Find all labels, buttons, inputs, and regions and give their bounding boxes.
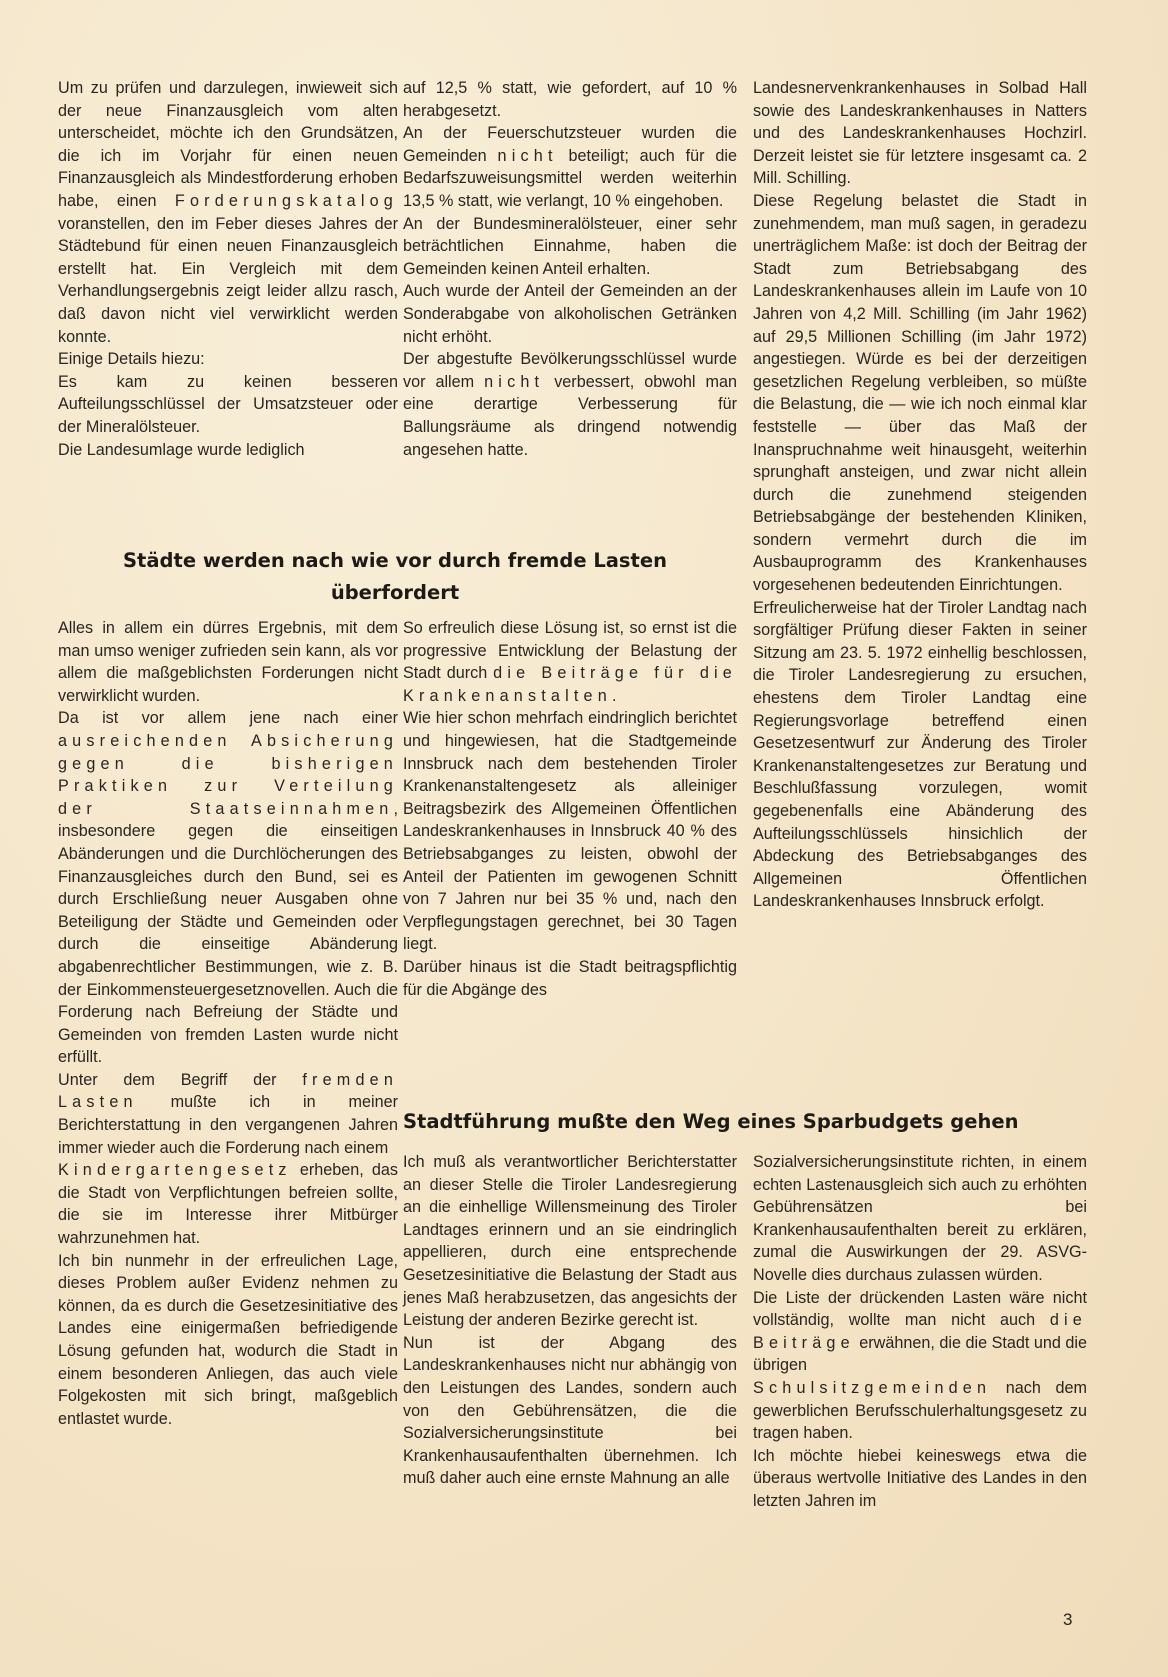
paragraph: auf 12,5 % statt, wie gefordert, auf 10 % herabgesetzt.: [403, 79, 737, 120]
paragraph: An der Feuerschutzsteuer wurden die Gemeinden nicht beteiligt; auch für die Bedarfszuweisungsmittel werden weiterhin 13,5 % statt, wie verlangt, 10 % eingehoben.: [403, 124, 737, 210]
page-number: 3: [1063, 1610, 1073, 1629]
paragraph: Ich muß als verantwortlicher Berichterstatter an dieser Stelle die Tiroler Landesregierung an die einhellige Willensmeinung des Tiroler Landtages erinnern und an sie eindringlich appellieren, durch eine entsprechende Gesetzesinitiative die Belastung der Stadt aus jenes Maß herabzusetzen, das angesichts der Leistung der anderen Bezirke gerecht ist.: [403, 1153, 737, 1330]
paragraph: Erfreulicherweise hat der Tiroler Landtag nach sorgfältiger Prüfung dieser Fakten in seiner Sitzung am 23. 5. 1972 einhellig beschlossen, die Tiroler Landesregierung zu ersuchen, ehestens dem Tiroler Landtag eine Regierungsvorlage betreffend einen Gesetzesentwurf zur Änderung des Tiroler Krankenanstaltengesetzes zur Beratung und Beschlußfassung vorzulegen, womit gegebenenfalls eine Abänderung des Aufteilungsschlüssels hinsichlich der Abdeckung des Betriebsabganges des Allgemeinen Öffentlichen Landeskrankenhauses Innsbruck erfolgt.: [753, 598, 1087, 911]
paragraph: Sozialversicherungsinstitute richten, in einem echten Lastenausgleich sich auch zu erhöhten Gebührensätzen bei Krankenhausaufenthalten bereit zu erklären, zumal die Auswirkungen der 29. ASVG-Novelle dies durchaus zulassen würden.: [753, 1153, 1087, 1284]
paragraph: Ich möchte hiebei keineswegs etwa die überaus wertvolle Initiative des Landes in den letzten Jahren im: [753, 1446, 1087, 1510]
heading-line-1: Städte werden nach wie vor durch fremde Lasten: [123, 549, 667, 572]
spaced-emphasis: ausreichenden Absicherung gegen die bisherigen Praktiken zur Verteilung der Staatseinnahmen: [58, 731, 398, 818]
paragraph: Der abgestufte Bevölkerungsschlüssel wurde vor allem nicht verbessert, obwohl man eine derartige Verbesserung für Ballungsräume als dringend notwendig angesehen hatte.: [403, 350, 737, 459]
paragraph: Nun ist der Abgang des Landeskrankenhauses nicht nur abhängig von den Leistungen des Landes, sondern auch von den Gebührensätzen, die die Sozialversicherungsinstitute bei Krankenhausaufenthalten übernehmen. Ich muß daher auch eine ernste Mahnung an alle: [403, 1333, 737, 1488]
spaced-emphasis: Kindergartengesetz: [58, 1161, 292, 1180]
paragraph: Alles in allem ein dürres Ergebnis, mit dem man umso weniger zufrieden sein kann, als vor allem die maßgeblichsten Forderungen nicht verwirklicht wurden.: [58, 619, 398, 705]
paragraph: Wie hier schon mehrfach eindringlich berichtet und hingewiesen, hat die Stadtgemeinde Innsbruck nach dem bestehenden Tiroler Krankenanstaltengesetz als alleiniger Beitragsbezirk des Allgemeinen Öffentlichen Landeskrankenhauses in Innsbruck 40 % des Betriebsabganges zu leisten, obwohl der Anteil der Patienten im gewogenen Schnitt von 7 Jahren nur bei 35 % und, nach den Verpflegungstagen gerechnet, bei 30 Tagen liegt.: [403, 709, 737, 954]
column-2-middle: [403, 617, 737, 1001]
spaced-emphasis: die Beiträge: [753, 1311, 1087, 1352]
paragraph: Ich bin nunmehr in der erfreulichen Lage, dieses Problem außer Evidenz nehmen zu können, da es durch die Gesetzesinitiative des Landes eine einigermaßen befriedigende Lösung gefunden hat, wodurch die Stadt in einem besonderen Anliegen, das auch viele Folgekosten mit sich bringt, maßgeblich entlastet wurde.: [58, 1251, 398, 1428]
paragraph: An der Bundesmineralölsteuer, einer sehr beträchtlichen Einnahme, haben die Gemeinden keinen Anteil erhalten.: [403, 214, 737, 278]
column-1-top: [58, 77, 398, 461]
paragraph: Die Liste der drückenden Lasten wäre nicht vollständig, wollte man nicht auch die Beiträge erwähnen, die die Stadt und die übrigen: [753, 1288, 1087, 1375]
paragraph: Da ist vor allem jene nach einer ausreichenden Absicherung gegen die bisherigen Praktiken zur Verteilung der Staatseinnahmen, insbesondere gegen die einseitigen Abänderungen und die Durchlöcherungen des Finanzausgleiches durch den Bund, sei es durch Erschließung neuer Ausgaben ohne Beteiligung der Städte und Gemeinden oder durch die einseitige Abänderung abgabenrechtlicher Bestimmungen, wie z. B. der Einkommensteuergesetznovellen. Auch die Forderung nach Befreiung der Städte und Gemeinden von fremden Lasten wurde nicht erfüllt.: [58, 709, 398, 1067]
spaced-emphasis: Schulsitzgemeinden: [753, 1378, 992, 1397]
spaced-emphasis: die Beiträge für die Krankenanstalten: [403, 664, 737, 705]
spaced-emphasis: nicht: [497, 146, 558, 165]
paragraph: Kindergartengesetz erheben, das die Stadt von Verpflichtungen befreien sollte, die sie im Interesse ihrer Mitbürger wahrzunehmen hat.: [58, 1161, 398, 1248]
column-2-bottom: [403, 1151, 737, 1490]
column-1-bottom: [58, 617, 398, 1430]
paragraph: So erfreulich diese Lösung ist, so ernst ist die progressive Entwicklung der Belastung der Stadt durch die Beiträge für die Krankenanstalten.: [403, 619, 737, 705]
column-3-bottom: [753, 1151, 1087, 1513]
paragraph: Unter dem Begriff der fremden Lasten mußte ich in meiner Berichterstattung in den vergangenen Jahren immer wieder auch die Forderung nach einem: [58, 1070, 398, 1157]
paragraph: Um zu prüfen und darzulegen, inwieweit sich der neue Finanzausgleich vom alten unterscheidet, möchte ich den Grundsätzen, die ich im Vorjahr für einen neuen Finanzausgleich als Mindestforderung erhoben habe, einen Forderungskatalog voranstellen, den im Feber dieses Jahres der Städtebund für einen neuen Finanzausgleich erstellt hat. Ein Vergleich mit dem Verhandlungsergebnis zeigt leider allzu rasch, daß davon nicht viel verwirklicht werden konnte.: [58, 79, 398, 346]
paragraph: Diese Regelung belastet die Stadt in zunehmendem, man muß sagen, in geradezu unerträglichem Maße: ist doch der Beitrag der Stadt zum Betriebsabgang des Landeskrankenhauses allein im Laufe von 10 Jahren von 4,2 Mill. Schilling (im Jahr 1962) auf 29,5 Millionen Schilling (im Jahr 1972) angestiegen. Würde es bei der derzeitigen gesetzlichen Regelung verbleiben, so müßte die Belastung, die — wie ich noch einmal klar feststelle — über das Maß der Inanspruchnahme weit hinausgeht, weiterhin sprunghaft ansteigen, und zwar nicht allein durch die zunehmend steigenden Betriebsabgänge der bestehenden Kliniken, sondern vermehrt durch die im Ausbauprogramm des Krankenhauses vorgesehenen bedeutenden Einrichtungen.: [753, 191, 1087, 595]
spaced-emphasis: Forderungskatalog: [174, 191, 398, 210]
paragraph: Auch wurde der Anteil der Gemeinden an der Sonderabgabe von alkoholischen Getränken nicht erhöht.: [403, 282, 737, 346]
section-heading-fremde-lasten: [62, 545, 728, 609]
paragraph: Einige Details hiezu:: [58, 350, 205, 369]
paragraph: Schulsitzgemeinden nach dem gewerblichen Berufsschulerhaltungsgesetz zu tragen haben.: [753, 1378, 1087, 1443]
heading-line-2: überfordert: [330, 581, 460, 604]
section-heading-sparbudget: Stadtführung mußte den Weg eines Sparbudgets gehen: [403, 1110, 1019, 1133]
paragraph: Es kam zu keinen besseren Aufteilungsschlüssel der Umsatzsteuer oder der Mineralölsteuer.: [58, 372, 398, 436]
paragraph: Landesnervenkrankenhauses in Solbad Hall sowie des Landeskrankenhauses in Natters und des Landeskrankenhauses Hochzirl. Derzeit leistet sie für letztere insgesamt ca. 2 Mill. Schilling.: [753, 79, 1087, 188]
column-2-top: [403, 77, 737, 461]
spaced-emphasis: nicht: [484, 372, 545, 391]
paragraph: Die Landesumlage wurde lediglich: [58, 440, 305, 459]
paragraph: Darüber hinaus ist die Stadt beitragspflichtig für die Abgänge des: [403, 957, 737, 999]
spaced-emphasis: fremden Lasten: [58, 1070, 398, 1112]
column-3-top: [753, 77, 1087, 913]
